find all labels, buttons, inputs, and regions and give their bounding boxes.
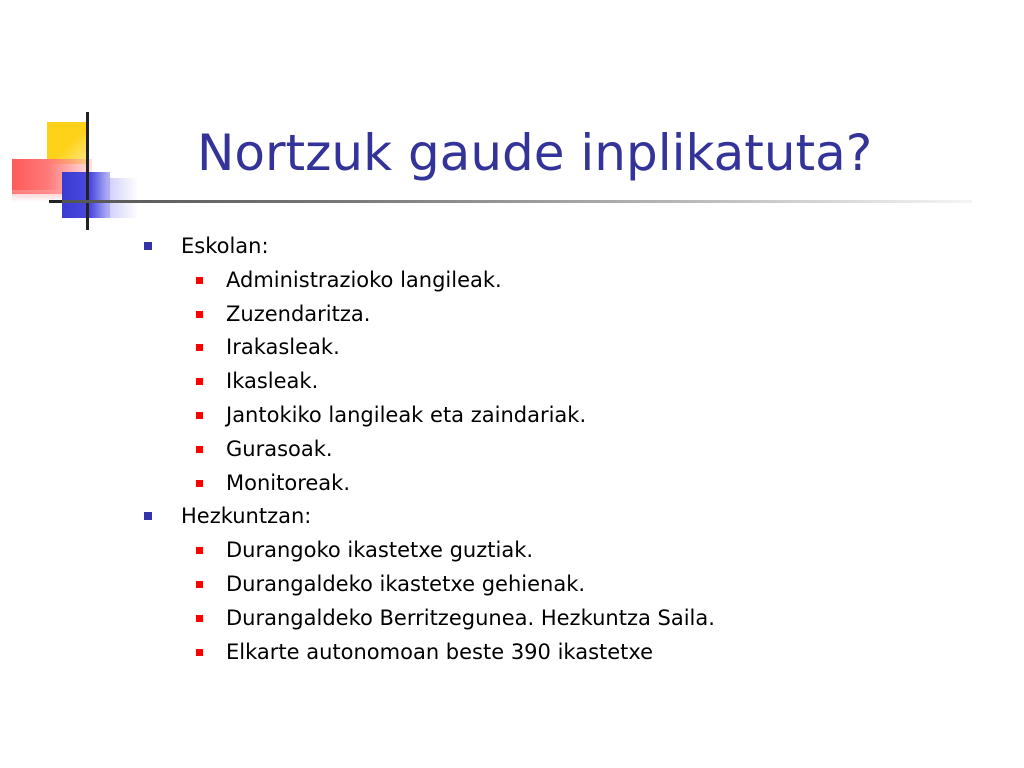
list-item <box>181 467 1000 501</box>
decorative-logo <box>0 0 150 240</box>
square-bullet-icon <box>196 412 203 419</box>
sub-list <box>181 264 1000 501</box>
square-bullet-icon <box>196 649 203 656</box>
square-bullet-icon <box>196 446 203 453</box>
list-item-text: Durangaldeko Berritzegunea. Hezkuntza Saila. <box>226 605 715 630</box>
list-item-text: Monitoreak. <box>226 470 350 495</box>
section-eskolan <box>140 230 1000 500</box>
slide-title: Nortzuk gaude inplikatuta? <box>197 124 873 182</box>
section-label: Eskolan: <box>181 234 269 258</box>
list-item <box>181 331 1000 365</box>
bullet-list <box>140 230 1000 669</box>
list-item-text: Gurasoak. <box>226 436 333 461</box>
list-item-text: Durangoko ikastetxe guztiak. <box>226 538 534 563</box>
logo-yellow-square <box>47 122 87 164</box>
section-label: Hezkuntzan: <box>181 504 312 529</box>
square-bullet-icon <box>196 581 203 588</box>
sub-list <box>181 534 1000 669</box>
list-item-text: Administrazioko langileak. <box>226 267 502 292</box>
list-item-text: Durangaldeko ikastetxe gehienak. <box>226 571 586 596</box>
list-item-text: Ikasleak. <box>226 369 319 394</box>
square-bullet-icon <box>196 344 203 351</box>
slide-content <box>140 230 1000 669</box>
list-item <box>181 433 1000 467</box>
logo-vertical-line <box>86 112 89 230</box>
list-item <box>181 264 1000 298</box>
square-bullet-icon <box>196 547 203 554</box>
square-bullet-icon <box>144 512 152 520</box>
list-item <box>181 399 1000 433</box>
section-hezkuntzan <box>140 500 1000 669</box>
list-item-text: Jantokiko langileak eta zaindariak. <box>226 402 587 427</box>
square-bullet-icon <box>196 311 203 318</box>
list-item-text: Zuzendaritza. <box>226 301 371 326</box>
square-bullet-icon <box>196 277 203 284</box>
square-bullet-icon <box>196 480 203 487</box>
square-bullet-icon <box>196 378 203 385</box>
list-item <box>181 602 1000 636</box>
logo-blue-fade <box>108 178 138 218</box>
list-item-text: Elkarte autonomoan beste 390 ikastetxe <box>226 639 654 664</box>
list-item <box>181 568 1000 602</box>
list-item <box>181 298 1000 332</box>
list-item-text: Irakasleak. <box>226 335 340 360</box>
square-bullet-icon <box>196 615 203 622</box>
list-item <box>181 636 1000 670</box>
list-item <box>181 365 1000 399</box>
list-item <box>181 534 1000 568</box>
title-underline <box>62 200 972 203</box>
square-bullet-icon <box>144 242 152 250</box>
